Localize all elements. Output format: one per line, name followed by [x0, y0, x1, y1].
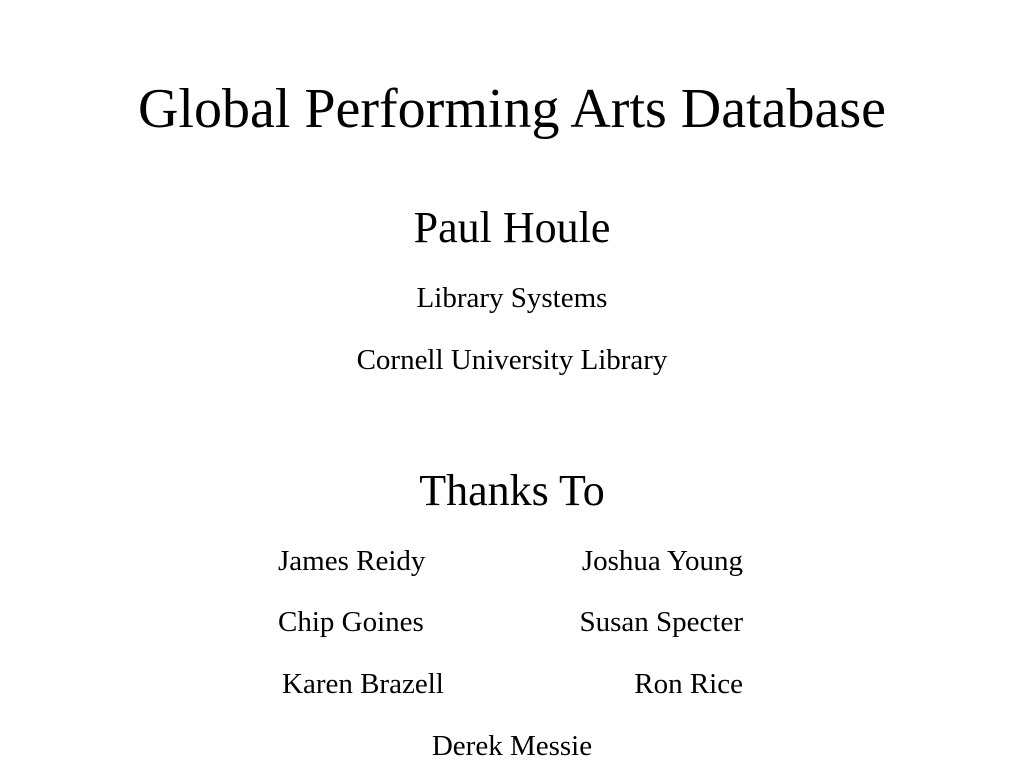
presenter-organization: Cornell University Library — [356, 344, 668, 376]
thanks-heading: Thanks To — [419, 466, 605, 515]
thanks-name: James Reidy — [278, 545, 426, 577]
thanks-name: Chip Goines — [278, 606, 424, 638]
thanks-name-final: Derek Messie — [431, 730, 593, 762]
slide-title: Global Performing Arts Database — [137, 78, 887, 140]
thanks-name: Karen Brazell — [282, 668, 444, 700]
presenter-department: Library Systems — [416, 282, 608, 314]
thanks-name: Susan Specter — [579, 606, 743, 638]
thanks-name: Ron Rice — [634, 668, 743, 700]
thanks-name: Joshua Young — [581, 545, 743, 577]
presenter-name: Paul Houle — [413, 203, 611, 252]
